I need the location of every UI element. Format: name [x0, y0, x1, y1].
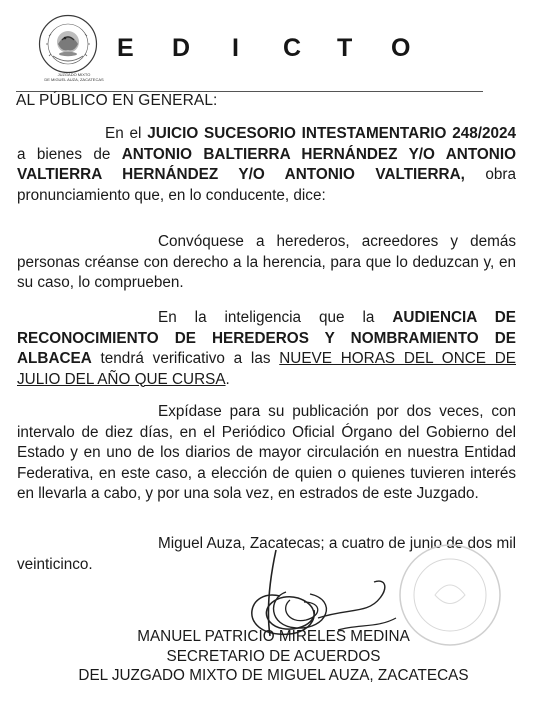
title-letter: D — [172, 34, 191, 62]
title-letter: C — [283, 34, 302, 62]
title-letter: T — [337, 34, 353, 62]
title-letter: O — [391, 34, 411, 62]
title-letter: E — [117, 34, 134, 62]
greeting: AL PÚBLICO EN GENERAL: — [16, 92, 218, 109]
hearing-name: AUDIENCIA DE RECONOCIMIENTO DE HEREDEROS Y NOMBRAMIENTO DE ALBACEA — [17, 309, 516, 367]
signer-role: SECRETARIO DE ACUERDOS — [166, 647, 381, 665]
signer-name: MANUEL PATRICIO MIRELES MEDINA — [137, 628, 410, 645]
paragraph-convocation: Convóquese a herederos, acreedores y demás personas créanse con derecho a la herencia, para que lo deduzcan y, en su caso, lo comprueben. — [17, 233, 516, 291]
paragraph-case: En el JUICIO SUCESORIO INTESTAMENTARIO 248/2024 a bienes de ANTONIO BALTIERRA HERNÁNDEZ Y/O ANTONIO VALTIERRA HERNÁNDEZ Y/O ANTONIO VALTIERRA, obra pronunciamiento que, en lo conducente, dice: — [17, 125, 516, 204]
mexican-coat-of-arms-seal — [38, 14, 98, 74]
hearing-date: NUEVE HORAS DEL ONCE DE JULIO DEL AÑO QUE CURSA — [17, 350, 516, 388]
case-number: JUICIO SUCESORIO INTESTAMENTARIO 248/2024 — [147, 125, 516, 142]
signer-court: DEL JUZGADO MIXTO DE MIGUEL AUZA, ZACATECAS — [78, 667, 469, 684]
paragraph-hearing: En la inteligencia que la AUDIENCIA DE RECONOCIMIENTO DE HEREDEROS Y NOMBRAMIENTO DE ALBACEA tendrá verificativo a las NUEVE HORAS DEL ONCE DE JULIO DEL AÑO QUE CURSA. — [17, 309, 516, 388]
signer-block — [0, 627, 547, 686]
deceased-names: ANTONIO BALTIERRA HERNÁNDEZ Y/O ANTONIO VALTIERRA HERNÁNDEZ Y/O ANTONIO VALTIERRA, — [17, 145, 516, 183]
paragraph-date-place: Miguel Auza, Zacatecas; a cuatro de junio de dos mil veinticinco. — [17, 535, 516, 573]
paragraph-publication: Expídase para su publicación por dos veces, con intervalo de diez días, en el Periódico Oficial Órgano del Gobierno del Estado y en uno de los diarios de mayor circulación en nuestra Entidad Federativa, en este caso, a elección de quien o quienes tuvieren interés en llevarla a cabo, y por una sola vez, en estrados de este Juzgado. — [17, 403, 516, 502]
title-letter: I — [232, 34, 239, 62]
edict-title — [117, 34, 417, 68]
seal-caption: JUZGADO MIXTO DE MIGUEL AUZA, ZACATECAS — [44, 72, 104, 82]
